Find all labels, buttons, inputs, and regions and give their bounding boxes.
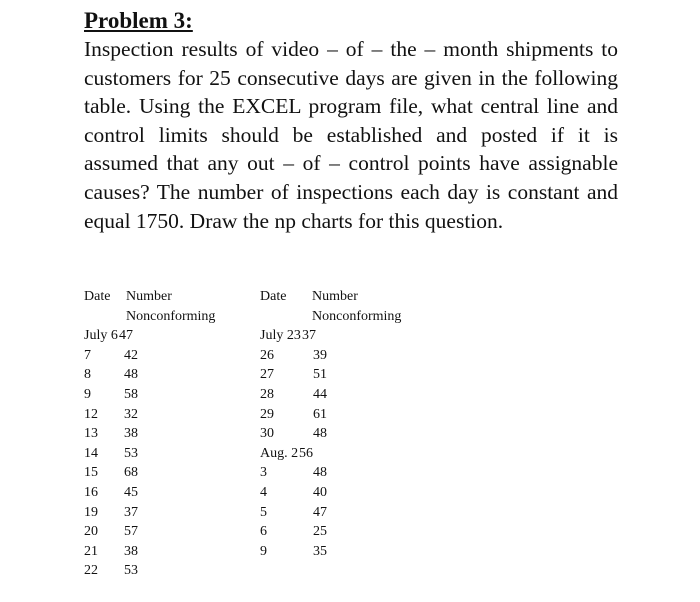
header-nonconforming: Nonconforming — [126, 308, 216, 324]
row-value: 37 — [124, 504, 138, 520]
row-value: 68 — [124, 465, 138, 481]
row-value: 48 — [124, 367, 138, 383]
row-value: 47 — [119, 328, 133, 344]
header-date: Date — [260, 289, 287, 304]
row-date: 15 — [84, 465, 98, 481]
row-date: July 6 — [84, 328, 118, 344]
row-date: 8 — [84, 367, 91, 383]
row-date: 26 — [260, 347, 274, 363]
row-date: 9 — [84, 386, 91, 402]
row-date: 22 — [84, 563, 98, 579]
row-value: 58 — [124, 386, 138, 402]
problem-statement: Inspection results of video – of – the – month shipments to customers for 25 consecutive days are given in the following table. Using the EXCEL program file, what central line and control limits should be established and posted if it is assumed that any out – of – control points have assignable causes? The number of inspections each day is constant and equal 1750. Draw the np charts for this question. — [84, 37, 618, 233]
row-value: 38 — [124, 543, 138, 559]
row-value: 40 — [313, 484, 327, 500]
row-date: July 23 — [260, 328, 301, 344]
row-value: 56 — [299, 445, 313, 461]
row-value: 37 — [302, 328, 316, 344]
row-date: 4 — [260, 484, 267, 500]
row-date: 14 — [84, 445, 98, 461]
row-value: 44 — [313, 386, 327, 402]
row-value: 48 — [313, 465, 327, 481]
row-date: 29 — [260, 406, 274, 422]
row-value: 38 — [124, 426, 138, 442]
row-date: 20 — [84, 524, 98, 540]
row-value: 51 — [313, 367, 327, 383]
row-date: 28 — [260, 386, 274, 402]
header-number: Number — [312, 289, 358, 304]
row-value: 42 — [124, 347, 138, 363]
header-nonconforming: Nonconforming — [312, 308, 402, 324]
row-value: 32 — [124, 406, 138, 422]
row-date: 30 — [260, 426, 274, 442]
row-date: 16 — [84, 484, 98, 500]
row-value: 45 — [124, 484, 138, 500]
row-date: 27 — [260, 367, 274, 383]
row-value: 57 — [124, 524, 138, 540]
row-date: 3 — [260, 465, 267, 481]
row-date: 13 — [84, 426, 98, 442]
problem-title: Problem 3: — [84, 8, 193, 33]
header-number: Number — [126, 289, 172, 304]
row-date: 7 — [84, 347, 91, 363]
row-value: 61 — [313, 406, 327, 422]
row-date: 5 — [260, 504, 267, 520]
row-value: 35 — [313, 543, 327, 559]
row-date: 6 — [260, 524, 267, 540]
row-date: 12 — [84, 406, 98, 422]
row-value: 48 — [313, 426, 327, 442]
row-value: 53 — [124, 445, 138, 461]
row-value: 47 — [313, 504, 327, 520]
header-date: Date — [84, 289, 111, 304]
row-date: Aug. 2 — [260, 445, 299, 461]
row-value: 53 — [124, 563, 138, 579]
row-date: 21 — [84, 543, 98, 559]
row-value: 25 — [313, 524, 327, 540]
row-date: 9 — [260, 543, 267, 559]
row-date: 19 — [84, 504, 98, 520]
row-value: 39 — [313, 347, 327, 363]
